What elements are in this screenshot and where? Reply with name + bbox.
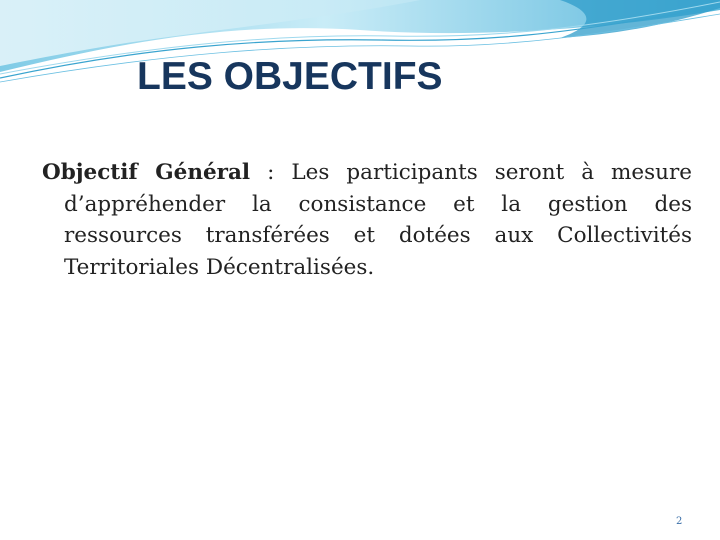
objective-text: : Les participants seront à mesure d’appréhender la consistance et la gestion des ressources transférées et dotées aux Collectivités Territoriales Décentralisées. <box>64 160 693 280</box>
objective-label: Objectif Général <box>42 160 251 185</box>
page-title: LES OBJECTIFS <box>137 55 443 98</box>
page-number: 2 <box>676 516 683 527</box>
objective-paragraph <box>42 157 692 283</box>
